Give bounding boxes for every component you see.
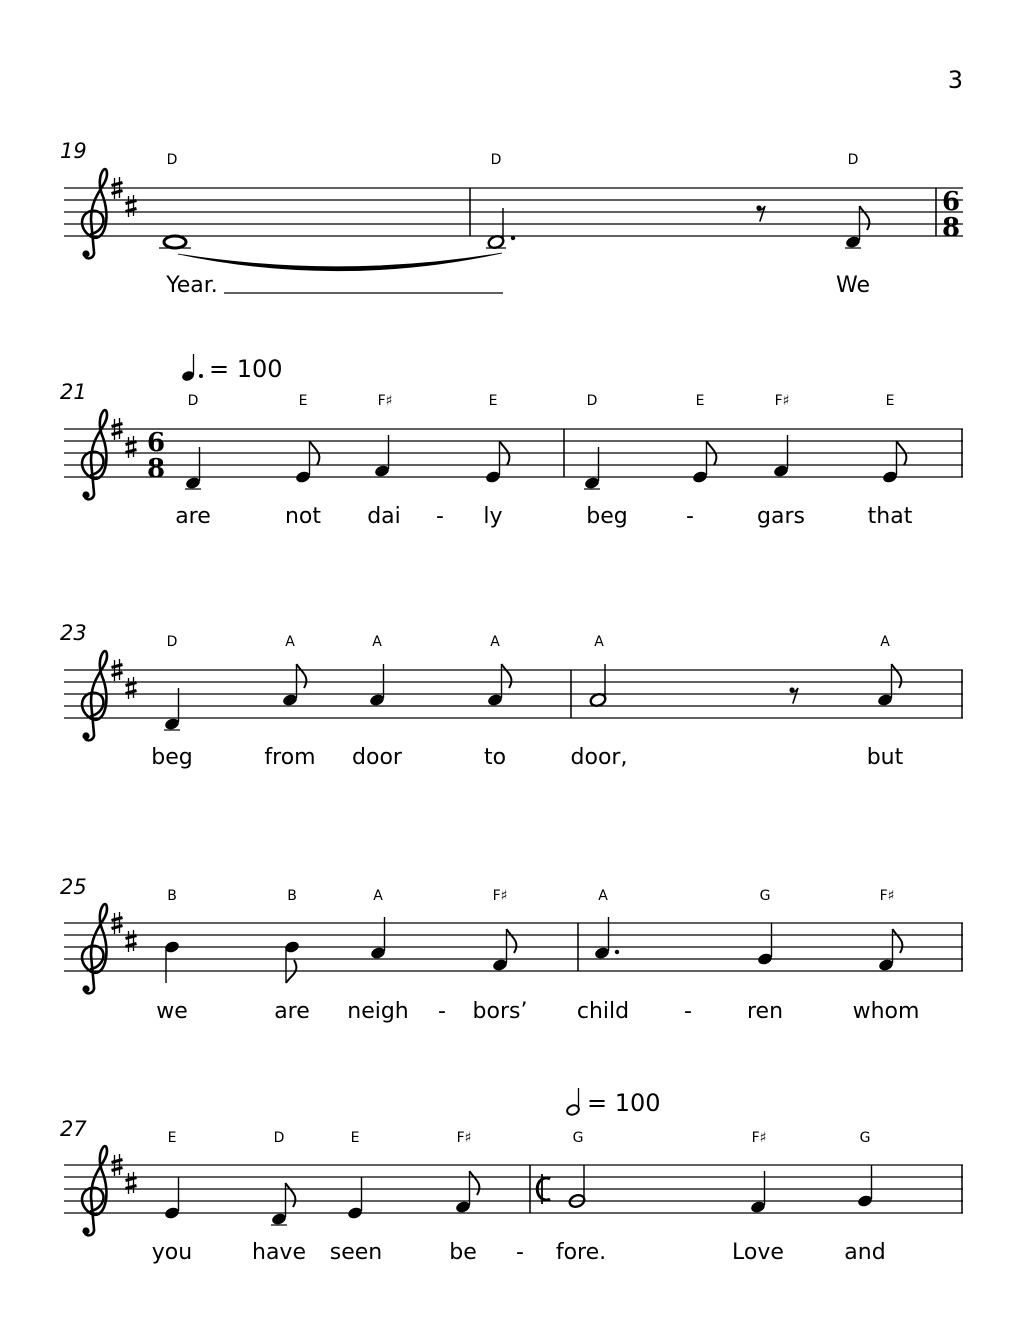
measure-number: 27 [60, 1117, 87, 1141]
quarter-note [347, 1177, 364, 1220]
chord-symbol: E [488, 393, 498, 409]
treble-clef-icon [82, 1146, 107, 1235]
chord-symbol: F♯ [492, 888, 508, 904]
chord-symbol: D [166, 634, 178, 650]
chord-symbol: F♯ [751, 1130, 767, 1146]
lyric-syllable: you [151, 1240, 193, 1265]
tempo-value: = 100 [209, 355, 283, 383]
lyric-syllable: whom [852, 999, 920, 1024]
lyric-syllable: fore. [555, 1240, 607, 1265]
chord-symbol: G [859, 1130, 871, 1146]
tempo-marking [566, 1088, 661, 1117]
lyric-hyphen: - [686, 504, 694, 529]
chord-symbol: E [298, 393, 308, 409]
key-sharp-icon [126, 436, 137, 458]
lyric-syllable: and [844, 1240, 886, 1265]
half-note [568, 1165, 586, 1209]
system-measures-19-20 [60, 139, 963, 298]
treble-clef-icon [82, 651, 107, 740]
lyric-hyphen: - [684, 999, 692, 1024]
lyric-syllable: beg [586, 504, 628, 529]
chord-symbol: F♯ [377, 393, 393, 409]
key-sharp-icon [126, 930, 137, 952]
lyric-syllable: We [836, 273, 870, 298]
staff-lines [64, 1165, 963, 1213]
lyric-syllable: not [284, 504, 322, 529]
key-sharp-icon [126, 1172, 137, 1194]
lyric-syllable: ly [483, 504, 503, 529]
chord-symbol: B [167, 888, 177, 904]
chord-symbol: A [372, 634, 382, 650]
lyric-syllable: have [252, 1240, 306, 1265]
lyric-syllable: are [175, 504, 211, 529]
chord-symbol: D [586, 393, 598, 409]
chord-symbol: D [490, 152, 502, 168]
lyric-syllable: ren [746, 999, 784, 1024]
measure-number: 25 [60, 875, 87, 899]
page-number: 3 [947, 66, 963, 94]
time-signature: 6 [941, 187, 961, 217]
chord-symbol: A [285, 634, 295, 650]
chord-symbol: D [273, 1130, 285, 1146]
lyric-syllable: beg [151, 745, 193, 770]
system-measures-27-28 [60, 1088, 963, 1265]
lyric-syllable: Love [732, 1240, 784, 1265]
lyric-syllable: we [156, 999, 188, 1024]
treble-clef-icon [82, 169, 107, 258]
staff-lines [64, 670, 963, 718]
tempo-value: = 100 [587, 1089, 661, 1117]
eighth-rest-icon [756, 205, 765, 221]
time-signature: 6 [146, 428, 166, 458]
lyric-syllable: bors’ [472, 999, 528, 1024]
chord-symbol: E [885, 393, 895, 409]
lyric-hyphen: - [516, 1240, 524, 1265]
quarter-note [164, 1177, 181, 1220]
measure-number: 21 [60, 380, 87, 404]
chord-symbol: A [598, 888, 608, 904]
chord-symbol: A [490, 634, 500, 650]
chord-symbol: D [166, 152, 178, 168]
lyric-hyphen: - [438, 999, 446, 1024]
lyric-syllable: child [576, 999, 630, 1024]
eighth-note [485, 441, 510, 484]
tempo-marking [181, 354, 283, 383]
chord-symbol: E [167, 1130, 177, 1146]
chord-symbol: D [187, 393, 199, 409]
lyric-syllable: dai [367, 504, 401, 529]
dotted-half-note [486, 208, 515, 250]
whole-note [159, 236, 191, 248]
treble-clef-icon [82, 904, 107, 993]
chord-symbol: G [572, 1130, 584, 1146]
chord-symbol: F♯ [456, 1130, 472, 1146]
lyric-syllable: be [449, 1240, 477, 1265]
chord-symbol: A [594, 634, 604, 650]
time-signature: 8 [146, 454, 166, 484]
lyric-syllable: neigh [347, 999, 409, 1024]
lyric-syllable: seen [329, 1240, 383, 1265]
system-measures-21-22 [60, 354, 963, 529]
eighth-rest-icon [789, 687, 798, 703]
chord-symbol: F♯ [774, 393, 790, 409]
eighth-note [692, 441, 717, 484]
lyric-syllable: are [274, 999, 310, 1024]
chord-symbol: D [847, 152, 859, 168]
lyric-syllable: door [352, 745, 402, 770]
lyric-syllable: but [866, 745, 904, 770]
chord-symbol: E [350, 1130, 360, 1146]
chord-symbol: A [880, 634, 890, 650]
eighth-note [284, 940, 301, 983]
measure-number: 23 [60, 621, 87, 645]
chord-symbol: A [373, 888, 383, 904]
chord-symbol: F♯ [879, 888, 895, 904]
tie [178, 253, 502, 271]
time-signature: 8 [941, 213, 961, 243]
staff-lines [64, 188, 963, 236]
lyric-hyphen: - [436, 504, 444, 529]
quarter-note [857, 1165, 874, 1208]
quarter-note [757, 923, 774, 966]
chord-symbol: G [759, 888, 771, 904]
chord-symbol: E [695, 393, 705, 409]
eighth-note [295, 441, 320, 484]
eighth-note [882, 441, 907, 484]
system-measures-23-24 [60, 621, 963, 770]
staff-lines [64, 923, 963, 971]
lyric-syllable: to [483, 745, 507, 770]
treble-clef-icon [82, 410, 107, 499]
key-sharp-icon [126, 677, 137, 699]
chord-symbol: B [287, 888, 297, 904]
lyric-syllable: that [867, 504, 913, 529]
lyric-syllable: door, [570, 745, 628, 770]
measure-number: 19 [60, 139, 87, 163]
system-measures-25-26 [60, 875, 963, 1024]
quarter-note [164, 940, 181, 983]
lyric-syllable: from [264, 745, 316, 770]
key-sharp-icon [126, 195, 137, 217]
lyric-syllable: gars [757, 504, 805, 529]
lyric-syllable: Year. [166, 273, 218, 298]
